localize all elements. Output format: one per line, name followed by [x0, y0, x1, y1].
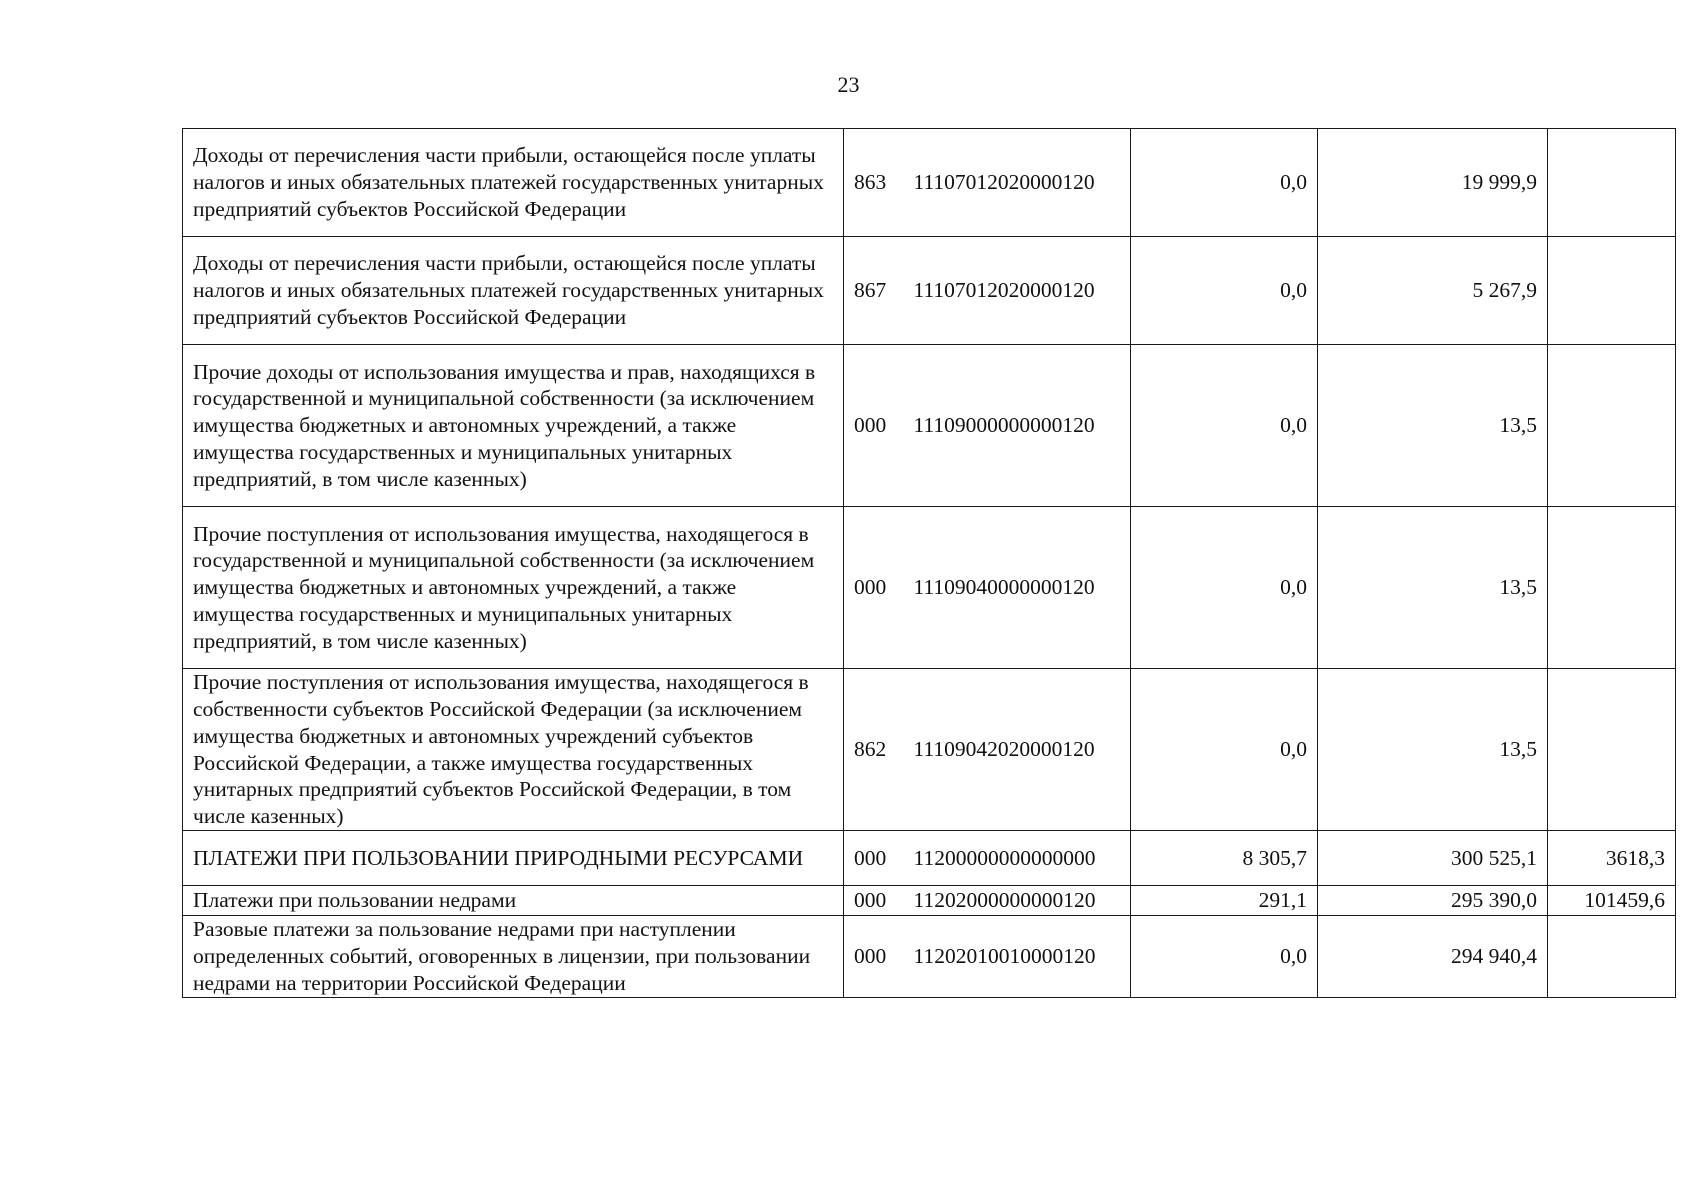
row-value-1: 0,0: [1131, 507, 1318, 669]
row-value-2: 5 267,9: [1318, 237, 1548, 345]
row-name: Прочие поступления от использования имущества, находящегося в государственной и муниципальной собственности (за исключением имущества бюджетных и автономных учреждений, а также имущества государственных и муниципальных унитарных предприятий, в том числе казенных): [183, 507, 844, 669]
row-name: ПЛАТЕЖИ ПРИ ПОЛЬЗОВАНИИ ПРИРОДНЫМИ РЕСУРСАМИ: [183, 831, 844, 886]
table-row: [183, 916, 1676, 998]
table-row: [183, 345, 1676, 507]
table-row: [183, 886, 1676, 916]
row-value-3: 3618,3: [1548, 831, 1676, 886]
row-classification-code: 11109040000000120: [904, 507, 1131, 669]
row-value-1: 0,0: [1131, 916, 1318, 998]
row-value-3: [1548, 237, 1676, 345]
row-name: Доходы от перечисления части прибыли, остающейся после уплаты налогов и иных обязательных платежей государственных унитарных предприятий субъектов Российской Федерации: [183, 129, 844, 237]
row-value-2: 13,5: [1318, 507, 1548, 669]
row-value-2: 13,5: [1318, 669, 1548, 831]
row-classification-code: 11107012020000120: [904, 237, 1131, 345]
table-row: [183, 237, 1676, 345]
row-value-2: 13,5: [1318, 345, 1548, 507]
row-value-2: 295 390,0: [1318, 886, 1548, 916]
row-admin-code: 867: [844, 237, 904, 345]
table-row: [183, 507, 1676, 669]
row-value-2: 294 940,4: [1318, 916, 1548, 998]
row-admin-code: 862: [844, 669, 904, 831]
row-value-3: 101459,6: [1548, 886, 1676, 916]
row-classification-code: 11202000000000120: [904, 886, 1131, 916]
row-admin-code: 000: [844, 345, 904, 507]
row-value-1: 0,0: [1131, 237, 1318, 345]
row-classification-code: 11107012020000120: [904, 129, 1131, 237]
row-admin-code: 863: [844, 129, 904, 237]
table-row: [183, 831, 1676, 886]
table-row: [183, 129, 1676, 237]
row-admin-code: 000: [844, 916, 904, 998]
row-value-3: [1548, 345, 1676, 507]
row-value-3: [1548, 669, 1676, 831]
row-value-1: 0,0: [1131, 669, 1318, 831]
row-admin-code: 000: [844, 831, 904, 886]
row-name: Платежи при пользовании недрами: [183, 886, 844, 916]
row-classification-code: 11200000000000000: [904, 831, 1131, 886]
row-classification-code: 11109042020000120: [904, 669, 1131, 831]
row-value-1: 291,1: [1131, 886, 1318, 916]
row-value-1: 8 305,7: [1131, 831, 1318, 886]
row-admin-code: 000: [844, 886, 904, 916]
row-value-1: 0,0: [1131, 345, 1318, 507]
row-name: Разовые платежи за пользование недрами при наступлении определенных событий, оговоренных в лицензии, при пользовании недрами на территории Российской Федерации: [183, 916, 844, 998]
row-name: Доходы от перечисления части прибыли, остающейся после уплаты налогов и иных обязательных платежей государственных унитарных предприятий субъектов Российской Федерации: [183, 237, 844, 345]
row-name: Прочие доходы от использования имущества и прав, находящихся в государственной и муниципальной собственности (за исключением имущества бюджетных и автономных учреждений, а также имущества государственных и муниципальных унитарных предприятий, в том числе казенных): [183, 345, 844, 507]
row-value-2: 300 525,1: [1318, 831, 1548, 886]
row-classification-code: 11109000000000120: [904, 345, 1131, 507]
revenue-table: [182, 128, 1676, 998]
row-classification-code: 11202010010000120: [904, 916, 1131, 998]
row-value-2: 19 999,9: [1318, 129, 1548, 237]
table-row: [183, 669, 1676, 831]
row-value-3: [1548, 916, 1676, 998]
row-value-3: [1548, 507, 1676, 669]
page-number: 23: [837, 72, 860, 97]
row-value-3: [1548, 129, 1676, 237]
row-value-1: 0,0: [1131, 129, 1318, 237]
row-admin-code: 000: [844, 507, 904, 669]
row-name: Прочие поступления от использования имущества, находящегося в собственности субъектов Российской Федерации (за исключением имущества бюджетных и автономных учреждений субъектов Российской Федерации, а также имущества государственных унитарных предприятий субъектов Российской Федерации, в том числе казенных): [183, 669, 844, 831]
